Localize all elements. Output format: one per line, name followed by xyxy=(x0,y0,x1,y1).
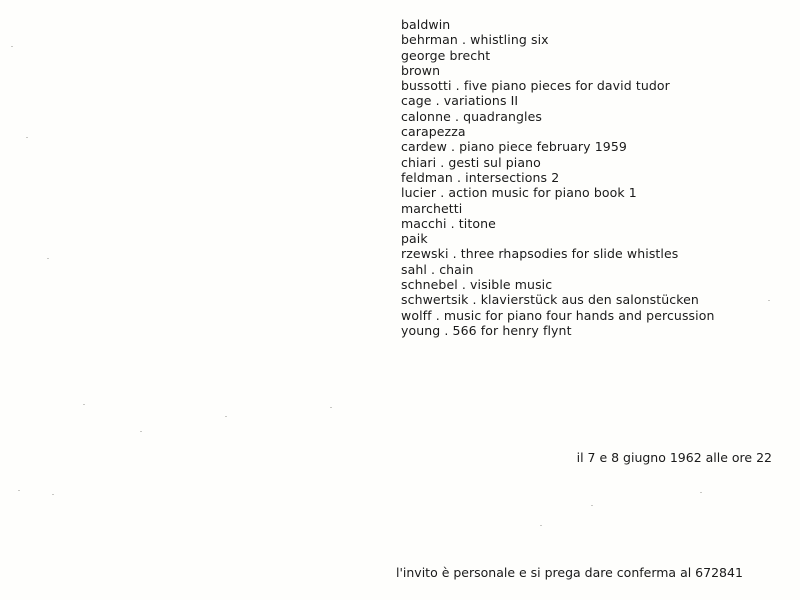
program-item: lucier . action music for piano book 1 xyxy=(401,185,637,201)
program-item: wolff . music for piano four hands and percussion xyxy=(401,307,715,323)
program-item: chiari . gesti sul piano xyxy=(401,154,541,170)
program-item: rzewski . three rhapsodies for slide whistles xyxy=(401,246,679,262)
program-item: young . 566 for henry flynt xyxy=(401,322,572,338)
program-item: carapezza xyxy=(401,124,466,140)
paper-speck xyxy=(540,525,542,526)
program-item: macchi . titone xyxy=(401,215,496,231)
program-item: schnebel . visible music xyxy=(401,277,553,293)
paper-speck xyxy=(52,494,54,495)
paper-speck xyxy=(591,505,593,506)
program-item: cage . variations II xyxy=(401,93,519,109)
invite-note: l'invito è personale e si prega dare conferma al 672841 xyxy=(396,565,743,580)
program-item: cardew . piano piece february 1959 xyxy=(401,139,627,155)
paper-speck xyxy=(140,431,142,432)
program-item: schwertsik . klavierstück aus den salonstücken xyxy=(401,292,699,308)
program-item: brown xyxy=(401,62,441,78)
program-item: marchetti xyxy=(401,200,463,216)
program-item: behrman . whistling six xyxy=(401,32,549,48)
program-item: paik xyxy=(401,231,428,247)
paper-speck xyxy=(18,490,20,491)
program-item: baldwin xyxy=(401,17,451,32)
paper-speck xyxy=(330,407,332,408)
event-date: il 7 e 8 giugno 1962 alle ore 22 xyxy=(576,450,772,465)
program-item: feldman . intersections 2 xyxy=(401,169,560,185)
program-item: george brecht xyxy=(401,47,491,63)
program-list xyxy=(401,17,715,338)
paper-speck xyxy=(83,404,85,405)
program-item: bussotti . five piano pieces for david tudor xyxy=(401,78,670,94)
paper-speck xyxy=(47,258,49,259)
paper-speck xyxy=(26,137,28,138)
program-item: calonne . quadrangles xyxy=(401,108,542,124)
paper-speck xyxy=(11,46,13,47)
paper-speck xyxy=(700,492,702,493)
paper-speck xyxy=(225,416,227,417)
program-item: sahl . chain xyxy=(401,261,474,277)
paper-speck xyxy=(768,300,770,301)
